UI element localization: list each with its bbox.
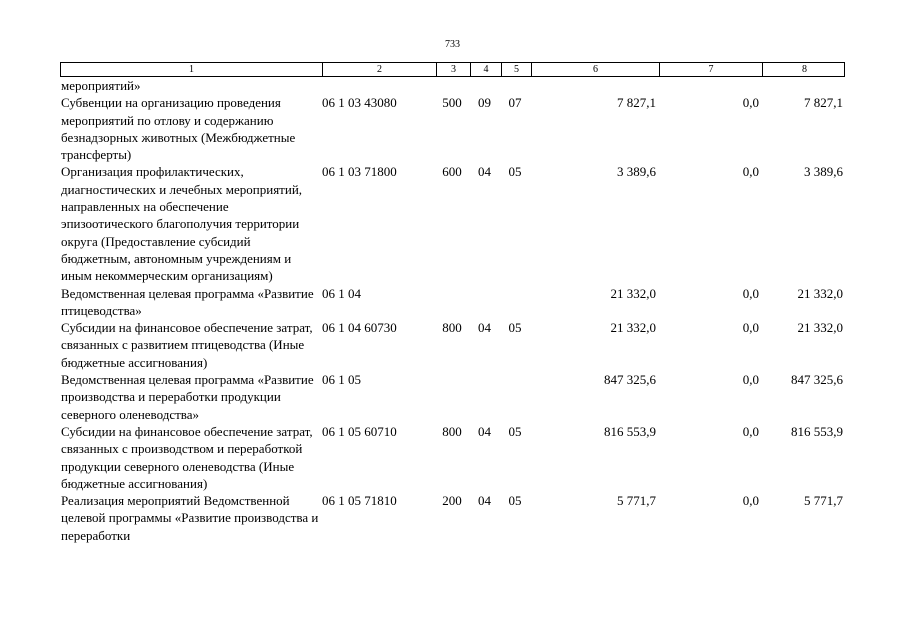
row-name: Ведомственная целевая программа «Развитие птицеводства» xyxy=(61,285,314,318)
row-col7 xyxy=(658,77,761,94)
row-col8: 21 332,0 xyxy=(797,320,843,336)
row-col8: 5 771,7 xyxy=(804,493,843,509)
table-row xyxy=(60,94,845,163)
row-code: 06 1 03 71800 xyxy=(322,164,397,180)
column-header-7: 7 xyxy=(659,63,762,76)
row-col7: 0,0 xyxy=(742,320,759,336)
column-header-6: 6 xyxy=(531,63,659,76)
row-col4 xyxy=(469,77,500,94)
row-col5 xyxy=(500,371,530,423)
row-name: Субсидии на финансовое обеспечение затрат, связанных с развитием птицеводства (Иные бюджетные ассигнования) xyxy=(61,320,313,370)
row-col7: 0,0 xyxy=(742,423,759,439)
table-row xyxy=(60,163,845,284)
row-col4: 09 xyxy=(478,95,491,111)
row-col8: 3 389,6 xyxy=(804,164,843,180)
column-header-3: 3 xyxy=(436,63,470,76)
row-code xyxy=(321,77,435,94)
table-body xyxy=(60,77,845,544)
row-col4: 04 xyxy=(478,164,491,180)
row-name: Субвенции на организацию проведения мероприятий по отлову и содержанию безнадзорных животных (Межбюджетные трансферты) xyxy=(61,95,296,163)
row-col5: 05 xyxy=(508,493,522,509)
row-code: 06 1 05 71810 xyxy=(322,493,397,509)
row-col3: 800 xyxy=(442,320,462,336)
row-col3 xyxy=(435,77,469,94)
row-col6 xyxy=(530,77,658,94)
row-col8: 816 553,9 xyxy=(791,423,843,439)
row-col6: 847 325,6 xyxy=(604,372,656,388)
row-col7: 0,0 xyxy=(742,285,759,301)
row-name: Ведомственная целевая программа «Развитие производства и переработки продукции северного оленеводства» xyxy=(61,372,314,422)
row-name: Субсидии на финансовое обеспечение затрат, связанных с производством и переработкой продукции северного оленеводства (Иные бюджетные ассигнования) xyxy=(61,423,313,491)
row-code: 06 1 04 xyxy=(322,285,361,301)
row-col5 xyxy=(500,285,530,320)
row-name: Реализация мероприятий Ведомственной целевой программы «Развитие производства и переработки xyxy=(61,493,319,543)
column-header-4: 4 xyxy=(470,63,501,76)
column-header-8: 8 xyxy=(762,63,846,76)
row-col5: 05 xyxy=(508,164,522,180)
row-col4 xyxy=(469,371,500,423)
row-col5: 07 xyxy=(508,95,522,111)
table-row xyxy=(60,423,845,492)
table-row xyxy=(60,319,845,371)
row-col3 xyxy=(435,285,469,320)
row-col3 xyxy=(435,371,469,423)
row-code: 06 1 05 60710 xyxy=(322,423,397,439)
row-code: 06 1 03 43080 xyxy=(322,95,397,111)
row-col7: 0,0 xyxy=(742,372,759,388)
row-col3: 200 xyxy=(442,493,462,509)
row-col4: 04 xyxy=(478,493,491,509)
table-row xyxy=(60,77,845,94)
table-row xyxy=(60,492,845,544)
row-name: мероприятий» xyxy=(61,78,141,93)
row-name: Организация профилактических, диагностических и лечебных мероприятий, направленных на обеспечение эпизоотического благополучия территории округа (Предоставление субсидий бюджетным, автономным учреждениям и иным некоммерческим организациям) xyxy=(61,164,303,284)
row-col8: 847 325,6 xyxy=(791,372,843,388)
row-col3: 600 xyxy=(442,164,462,180)
row-col5: 05 xyxy=(508,320,522,336)
row-code: 06 1 04 60730 xyxy=(322,320,397,336)
row-col4: 04 xyxy=(478,423,491,439)
row-col6: 21 332,0 xyxy=(610,285,656,301)
row-col6: 7 827,1 xyxy=(617,95,656,111)
row-col8: 21 332,0 xyxy=(797,285,843,301)
row-col5 xyxy=(500,77,530,94)
row-col3: 800 xyxy=(442,423,462,439)
column-header-2: 2 xyxy=(322,63,436,76)
row-col5: 05 xyxy=(508,423,522,439)
row-col8: 7 827,1 xyxy=(804,95,843,111)
row-col7: 0,0 xyxy=(742,493,759,509)
row-col3: 500 xyxy=(442,95,462,111)
row-col7: 0,0 xyxy=(742,164,759,180)
table-row xyxy=(60,285,845,320)
row-col4 xyxy=(469,285,500,320)
row-col4: 04 xyxy=(478,320,491,336)
row-col6: 3 389,6 xyxy=(617,164,656,180)
column-header-1: 1 xyxy=(189,64,194,75)
row-col6: 5 771,7 xyxy=(617,493,656,509)
table-header xyxy=(60,62,845,77)
row-col7: 0,0 xyxy=(742,95,759,111)
row-col8 xyxy=(761,77,845,94)
row-col6: 816 553,9 xyxy=(604,423,656,439)
table-row xyxy=(60,371,845,423)
row-code: 06 1 05 xyxy=(322,372,361,388)
page-number: 733 xyxy=(445,39,460,50)
row-col6: 21 332,0 xyxy=(610,320,656,336)
column-header-5: 5 xyxy=(501,63,531,76)
